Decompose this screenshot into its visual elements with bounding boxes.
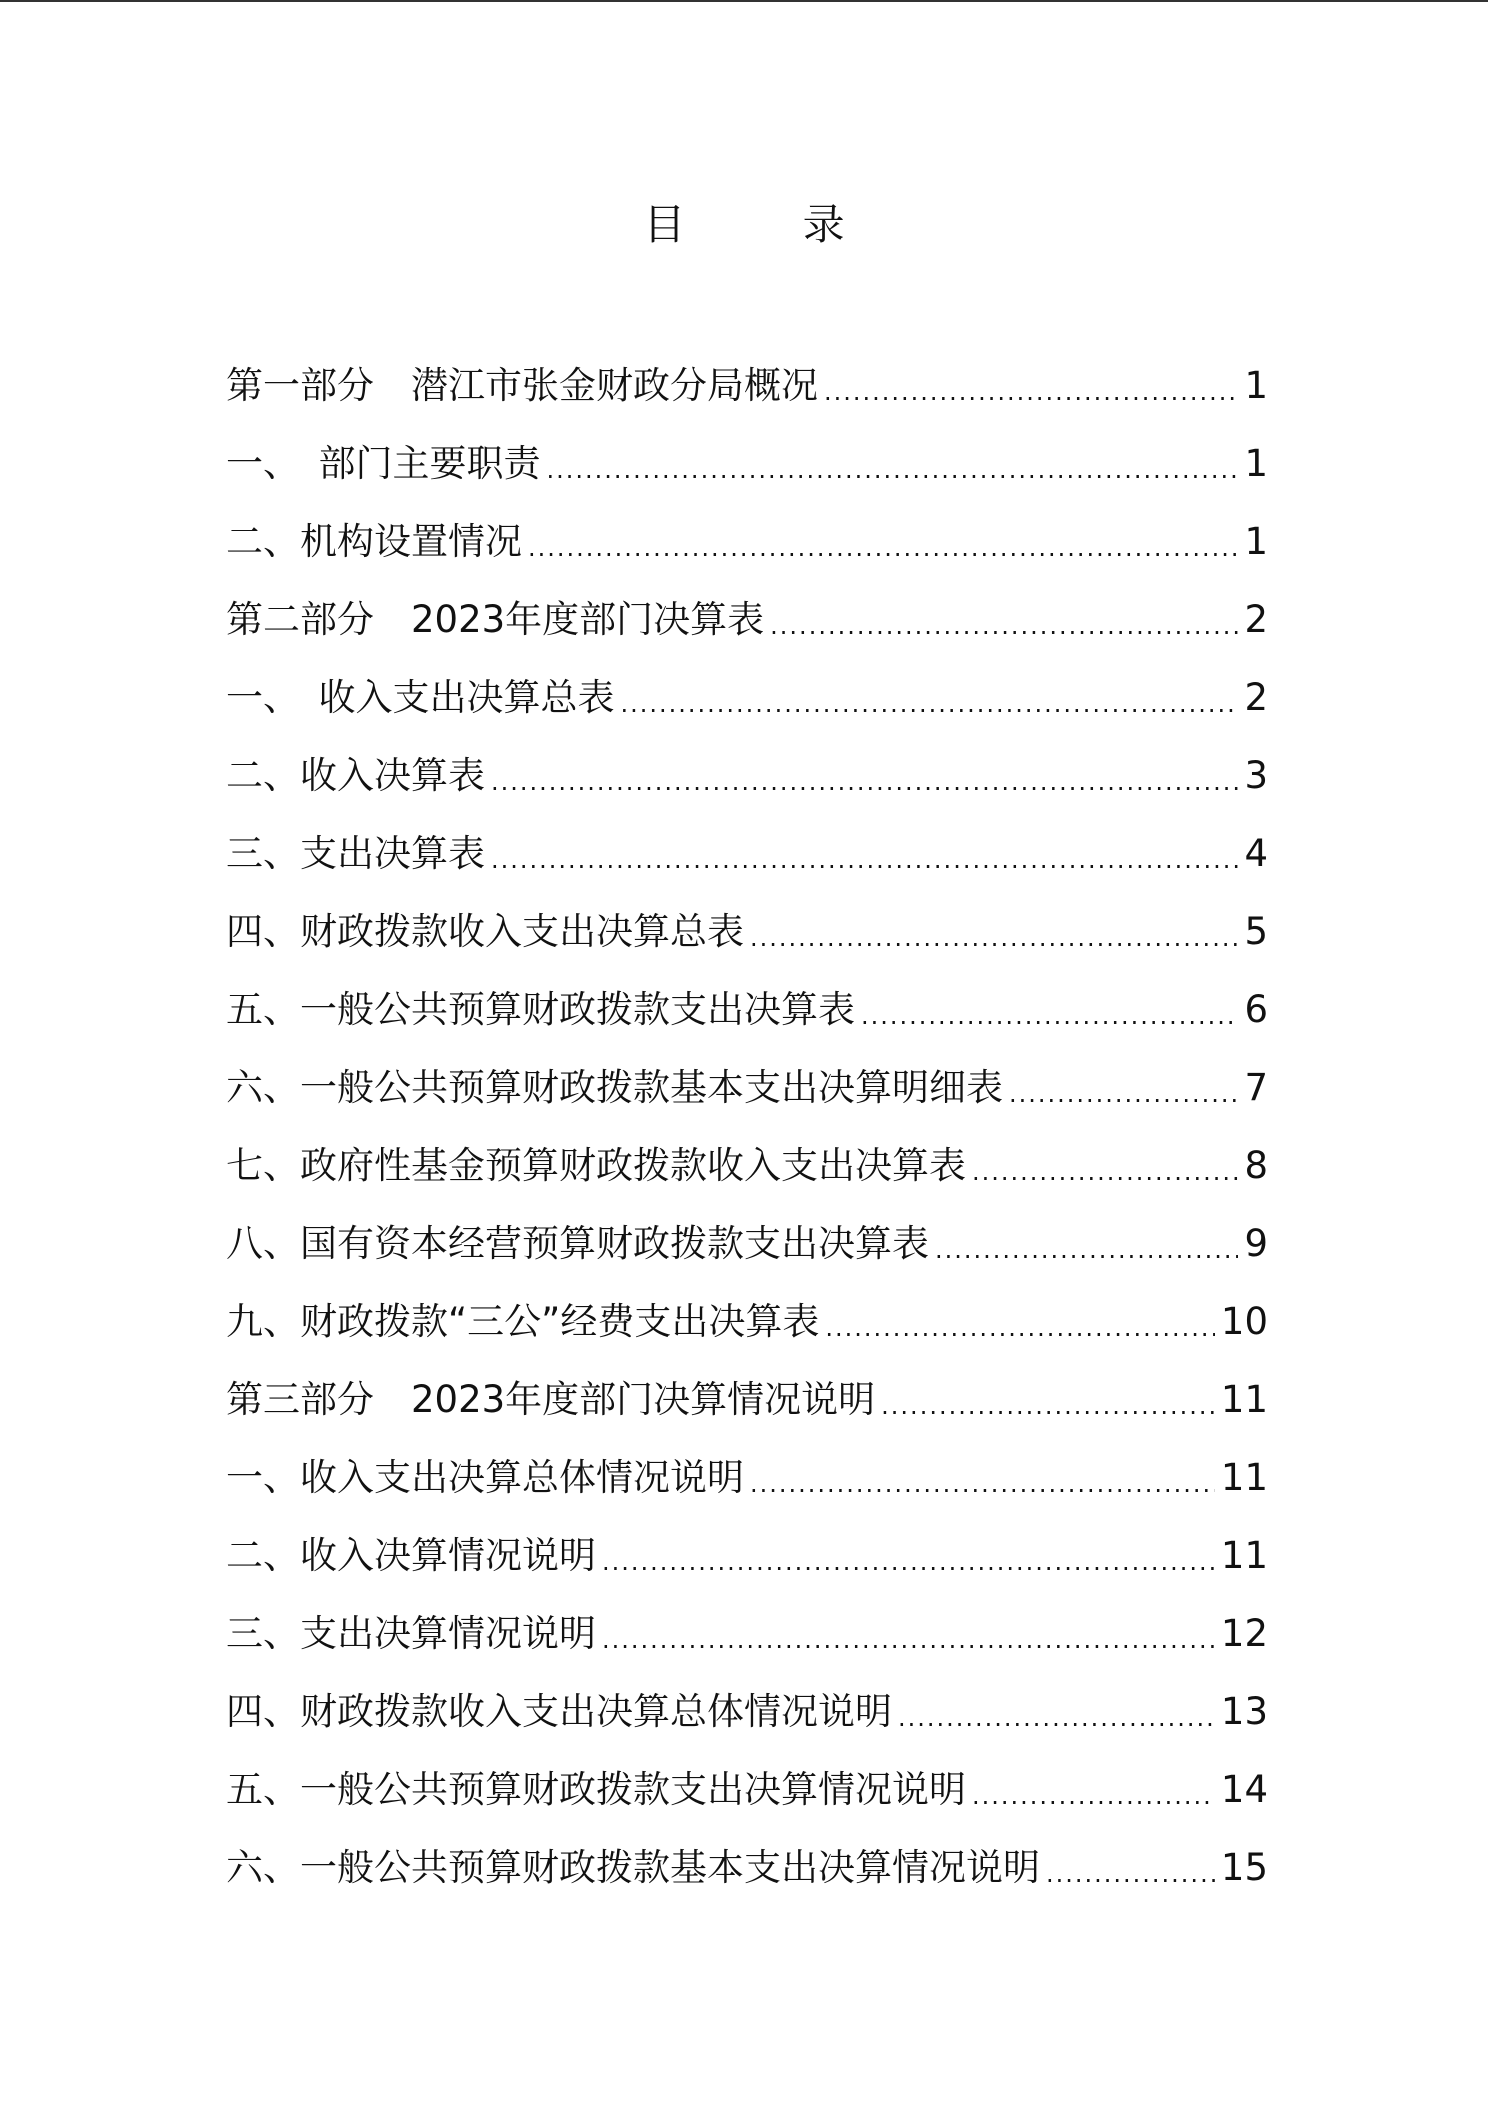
dot-leader — [547, 431, 1239, 509]
dot-leader — [528, 509, 1238, 587]
toc-entry-page: 11 — [1220, 1534, 1268, 1577]
toc-entry-label: 八、国有资本经营预算财政拨款支出决算表 — [226, 1222, 929, 1265]
toc-entry[interactable] — [226, 815, 1268, 893]
dot-leader — [491, 743, 1238, 821]
toc-entry-label: 二、收入决算情况说明 — [226, 1534, 596, 1577]
toc-entry-label: 一、收入支出决算总体情况说明 — [226, 1456, 744, 1499]
toc-entry[interactable] — [226, 1361, 1268, 1439]
toc-entry-label: 三、支出决算情况说明 — [226, 1612, 596, 1655]
dot-leader — [1009, 1055, 1238, 1133]
toc-entry[interactable] — [226, 503, 1268, 581]
dot-leader — [935, 1211, 1238, 1289]
toc-entry-label: 九、财政拨款“三公”经费支出决算表 — [226, 1300, 820, 1343]
dot-leader — [750, 899, 1238, 977]
toc-entry[interactable] — [226, 1127, 1268, 1205]
toc-entry-label: 六、一般公共预算财政拨款基本支出决算情况说明 — [226, 1846, 1040, 1889]
dot-leader — [1046, 1835, 1215, 1913]
toc-entry-page: 1 — [1244, 442, 1268, 485]
dot-leader — [824, 353, 1238, 431]
toc-entry-page: 9 — [1244, 1222, 1268, 1265]
toc-entry-label: 三、支出决算表 — [226, 832, 485, 875]
toc-entry[interactable] — [226, 1595, 1268, 1673]
toc-entry-label: 二、收入决算表 — [226, 754, 485, 797]
toc-entry-page: 11 — [1220, 1456, 1268, 1499]
toc-entry-page: 13 — [1220, 1690, 1268, 1733]
toc-entry-label: 第二部分 2023年度部门决算表 — [226, 598, 765, 641]
dot-leader — [898, 1679, 1215, 1757]
toc-entry[interactable] — [226, 1439, 1268, 1517]
dot-leader — [972, 1757, 1215, 1835]
toc-entry-label: 七、政府性基金预算财政拨款收入支出决算表 — [226, 1144, 966, 1187]
toc-entry[interactable] — [226, 659, 1268, 737]
toc-entry-label: 第一部分 潜江市张金财政分局概况 — [226, 364, 818, 407]
toc-entry-page: 14 — [1220, 1768, 1268, 1811]
toc-entry[interactable] — [226, 1283, 1268, 1361]
toc-entry-page: 1 — [1244, 364, 1268, 407]
toc-entry-label: 四、财政拨款收入支出决算总体情况说明 — [226, 1690, 892, 1733]
dot-leader — [770, 587, 1238, 665]
toc-entry[interactable] — [226, 1673, 1268, 1751]
toc-entry[interactable] — [226, 971, 1268, 1049]
toc-entry[interactable] — [226, 1829, 1268, 1907]
toc-entry-page: 8 — [1244, 1144, 1268, 1187]
toc-entry-page: 5 — [1244, 910, 1268, 953]
toc-entry-label: 一、 部门主要职责 — [226, 442, 541, 485]
toc-entry-page: 12 — [1220, 1612, 1268, 1655]
dot-leader — [602, 1601, 1215, 1679]
toc-entry[interactable] — [226, 1049, 1268, 1127]
toc-entry-page: 11 — [1220, 1378, 1268, 1421]
dot-leader — [881, 1367, 1215, 1445]
dot-leader — [750, 1445, 1215, 1523]
dot-leader — [972, 1133, 1238, 1211]
toc-entry-label: 二、机构设置情况 — [226, 520, 522, 563]
toc-entry-page: 10 — [1220, 1300, 1268, 1343]
toc-entry[interactable] — [226, 1205, 1268, 1283]
table-of-contents — [226, 347, 1268, 1907]
toc-entry-page: 1 — [1244, 520, 1268, 563]
toc-entry-label: 五、一般公共预算财政拨款支出决算表 — [226, 988, 855, 1031]
toc-entry-page: 3 — [1244, 754, 1268, 797]
toc-entry-page: 2 — [1244, 598, 1268, 641]
toc-entry[interactable] — [226, 1751, 1268, 1829]
toc-entry[interactable] — [226, 347, 1268, 425]
dot-leader — [861, 977, 1238, 1055]
toc-entry-page: 4 — [1244, 832, 1268, 875]
toc-entry-label: 一、 收入支出决算总表 — [226, 676, 615, 719]
toc-entry-label: 六、一般公共预算财政拨款基本支出决算明细表 — [226, 1066, 1003, 1109]
dot-leader — [491, 821, 1238, 899]
toc-entry-label: 四、财政拨款收入支出决算总表 — [226, 910, 744, 953]
dot-leader — [825, 1289, 1215, 1367]
toc-entry[interactable] — [226, 581, 1268, 659]
toc-entry[interactable] — [226, 737, 1268, 815]
toc-entry-page: 15 — [1220, 1846, 1268, 1889]
toc-entry[interactable] — [226, 893, 1268, 971]
toc-heading: 目 录 — [643, 200, 897, 249]
toc-entry[interactable] — [226, 425, 1268, 503]
toc-entry-page: 2 — [1244, 676, 1268, 719]
toc-entry-label: 五、一般公共预算财政拨款支出决算情况说明 — [226, 1768, 966, 1811]
toc-entry-page: 7 — [1244, 1066, 1268, 1109]
dot-leader — [602, 1523, 1215, 1601]
dot-leader — [621, 665, 1239, 743]
toc-entry[interactable] — [226, 1517, 1268, 1595]
toc-entry-label: 第三部分 2023年度部门决算情况说明 — [226, 1378, 876, 1421]
toc-entry-page: 6 — [1244, 988, 1268, 1031]
